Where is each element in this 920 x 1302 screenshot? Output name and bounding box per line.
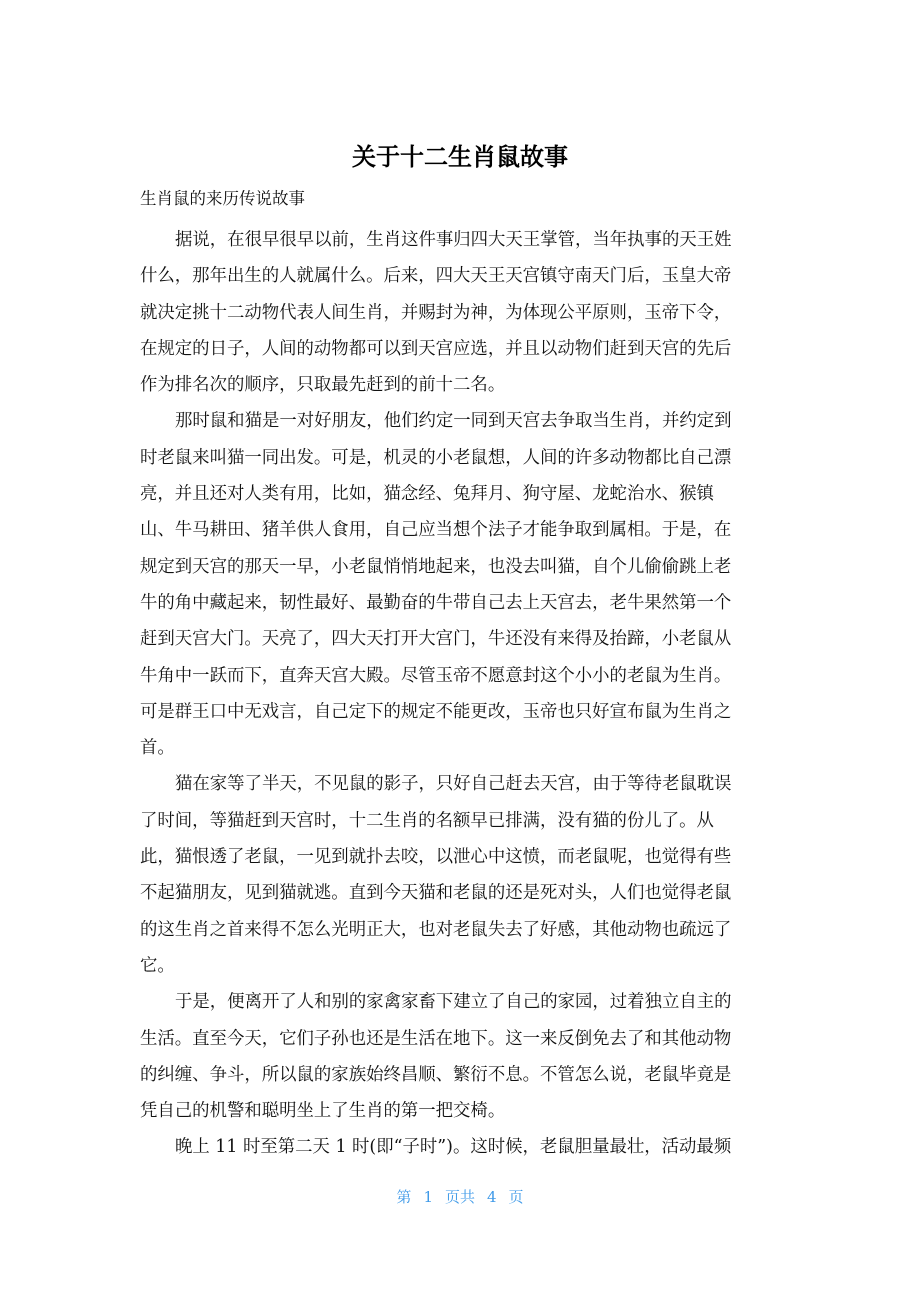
text-line: 就决定挑十二动物代表人间生肖，并赐封为神，为体现公平原则，玉帝下令， bbox=[140, 302, 732, 323]
text-line: 的纠缠、争斗，所以鼠的家族始终昌顺、繁衍不息。不管怎么说，老鼠毕竟是 bbox=[140, 1064, 732, 1085]
text-line: 那时鼠和猫是一对好朋友，他们约定一同到天宫去争取当生肖，并约定到 bbox=[175, 411, 732, 432]
document-subtitle: 生肖鼠的来历传说故事 bbox=[140, 189, 305, 208]
footer-label-of: 页共 bbox=[444, 1188, 475, 1206]
text-line: 此，猫恨透了老鼠，一见到就扑去咬，以泄心中这愤，而老鼠呢，也觉得有些 bbox=[140, 847, 732, 868]
text-line: 牛角中一跃而下，直奔天宫大殿。尽管玉帝不愿意封这个小小的老鼠为生肖。 bbox=[140, 665, 732, 686]
text-line: 猫在家等了半天，不见鼠的影子，只好自己赶去天宫，由于等待老鼠耽误 bbox=[175, 774, 732, 795]
text-line: 亮，并且还对人类有用，比如，猫念经、兔拜月、狗守屋、龙蛇治水、猴镇 bbox=[140, 484, 714, 505]
text-line: 首。 bbox=[140, 738, 175, 759]
text-line: 作为排名次的顺序，只取最先赶到的前十二名。 bbox=[140, 375, 506, 396]
text-line: 据说，在很早很早以前，生肖这件事归四大天王掌管，当年执事的天王姓 bbox=[175, 230, 732, 250]
text-line: 凭自己的机警和聪明坐上了生肖的第一把交椅。 bbox=[140, 1101, 506, 1122]
text-line: 于是，便离开了人和别的家禽家畜下建立了自己的家园，过着独立自主的 bbox=[175, 992, 732, 1013]
footer-total-pages: 4 bbox=[487, 1188, 497, 1206]
text-line: 时老鼠来叫猫一同出发。可是，机灵的小老鼠想，人间的许多动物都比自己漂 bbox=[140, 447, 732, 468]
text-line: 山、牛马耕田、猪羊供人食用，自己应当想个法子才能争取到属相。于是，在 bbox=[140, 520, 732, 541]
text-line: 了时间，等猫赶到天宫时，十二生肖的名额早已排满，没有猫的份儿了。从 bbox=[140, 810, 714, 831]
text-line: 牛的角中藏起来，韧性最好、最勤奋的牛带自己去上天宫去，老牛果然第一个 bbox=[140, 592, 732, 613]
text-line: 它。 bbox=[140, 955, 175, 976]
text-line: 规定到天宫的那天一早，小老鼠悄悄地起来，也没去叫猫，自个儿偷偷跳上老 bbox=[140, 556, 732, 577]
text-line: 生活。直至今天，它们子孙也还是生活在地下。这一来反倒免去了和其他动物 bbox=[140, 1028, 732, 1049]
text-line: 晚上 11 时至第二天 1 时(即“子时”)。这时候，老鼠胆量最壮，活动最频 bbox=[175, 1137, 732, 1158]
footer-current-page: 1 bbox=[423, 1188, 433, 1206]
text-line: 在规定的日子，人间的动物都可以到天宫应选，并且以动物们赶到天宫的先后 bbox=[140, 338, 732, 359]
document-title: 关于十二生肖鼠故事 bbox=[352, 143, 568, 171]
text-line: 不起猫朋友，见到猫就逃。直到今天猫和老鼠的还是死对头，人们也觉得老鼠 bbox=[140, 883, 732, 904]
text-line: 赶到天宫大门。天亮了，四大天打开大宫门，牛还没有来得及抬蹄，小老鼠从 bbox=[140, 629, 732, 650]
text-line: 可是群王口中无戏言，自己定下的规定不能更改，玉帝也只好宣布鼠为生肖之 bbox=[140, 701, 732, 722]
page-footer bbox=[0, 1186, 920, 1207]
footer-label-page: 第 bbox=[396, 1188, 412, 1206]
document-body bbox=[140, 222, 780, 1166]
text-line: 什么，那年出生的人就属什么。后来，四大天王天宫镇守南天门后，玉皇大帝 bbox=[140, 266, 732, 287]
footer-label-end: 页 bbox=[508, 1188, 524, 1206]
text-line: 的这生肖之首来得不怎么光明正大，也对老鼠失去了好感，其他动物也疏远了 bbox=[140, 919, 732, 940]
